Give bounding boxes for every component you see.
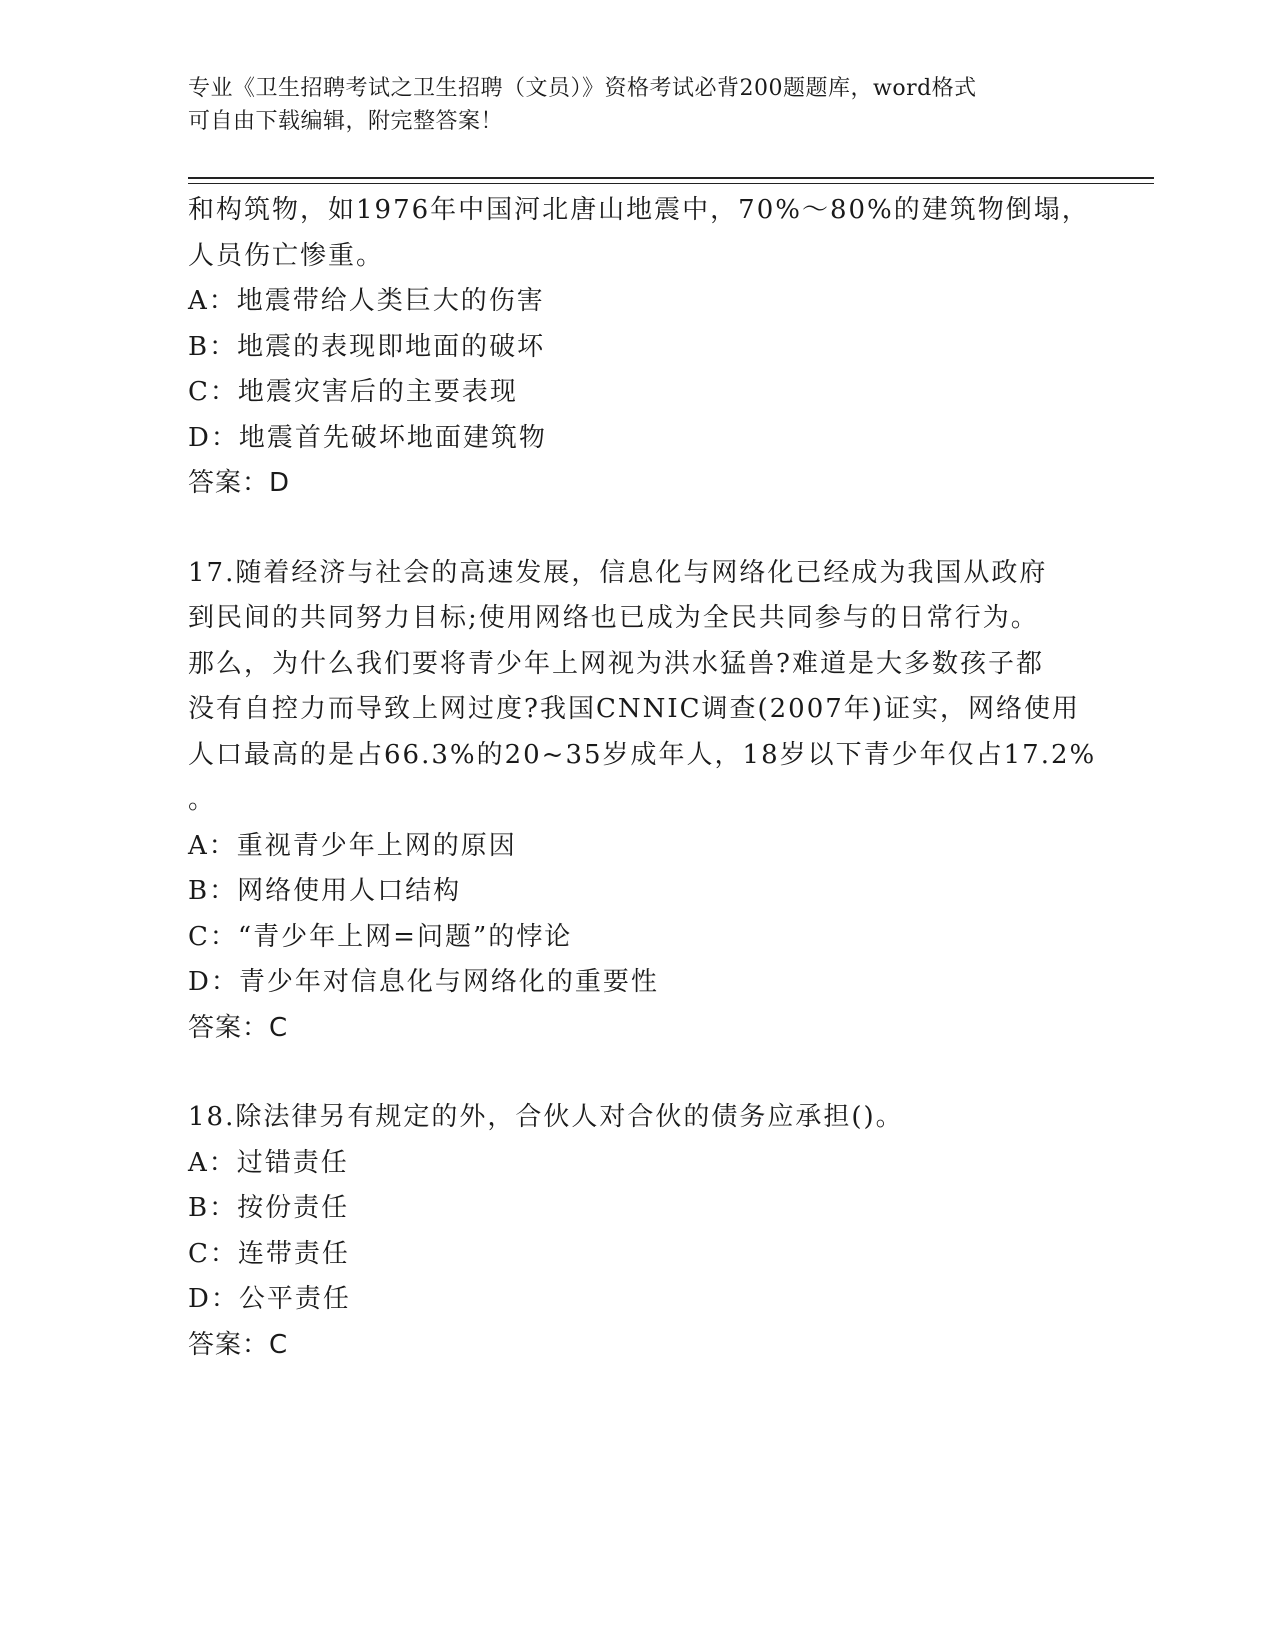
option-a: A：过错责任 [188,1147,349,1178]
option-d: D：地震首先破坏地面建筑物 [188,422,547,453]
option-d: D：公平责任 [188,1284,351,1314]
answer-line: 答案：C [188,1329,289,1360]
option-b: B：地震的表现即地面的破坏 [188,331,546,362]
header-line-1: 专业《卫生招聘考试之卫生招聘（文员）》资格考试必背200题题库，word格式 [188,76,977,101]
question-text-line: 到民间的共同努力目标;使用网络也已成为全民共同参与的日常行为。 [188,603,1039,633]
option-c: C：连带责任 [188,1238,350,1269]
question-text-line: 人员伤亡惨重。 [188,240,385,271]
option-d: D：青少年对信息化与网络化的重要性 [188,967,659,997]
spacer [188,1051,1148,1095]
question-text-line: 17.随着经济与社会的高速发展，信息化与网络化已经成为我国从政府 [188,557,1048,588]
spacer [188,507,1148,551]
question-text-line: 那么，为什么我们要将青少年上网视为洪水猛兽?难道是大多数孩子都 [188,648,1044,679]
question-text-line: 。 [188,785,217,815]
option-a: A：重视青少年上网的原因 [188,830,517,861]
header-line-2: 可自由下载编辑，附完整答案！ [188,109,504,134]
header-rule-thick [188,177,1154,179]
option-c: C：地震灾害后的主要表现 [188,377,518,407]
answer-line: 答案：D [188,468,291,498]
answer-line: 答案：C [188,1012,289,1043]
document-header [188,72,1108,138]
question-text-line: 和构筑物，如1976年中国河北唐山地震中，70%～80%的建筑物倒塌， [188,195,1090,225]
question-text-line: 人口最高的是占66.3%的20~35岁成年人，18岁以下青少年仅占17.2% [188,739,1097,770]
question-17 [188,551,1148,1052]
option-b: B：网络使用人口结构 [188,876,462,906]
question-16-continuation [188,188,1148,507]
option-b: B：按份责任 [188,1193,350,1223]
option-a: A：地震带给人类巨大的伤害 [188,286,545,316]
option-c: C：“青少年上网=问题”的悖论 [188,921,573,952]
question-text-line: 18.除法律另有规定的外，合伙人对合伙的债务应承担()。 [188,1102,904,1132]
question-18 [188,1095,1148,1368]
question-text-line: 没有自控力而导致上网过度?我国CNNIC调查(2007年)证实，网络使用 [188,694,1080,724]
document-body [188,188,1148,1368]
header-rule-thin [188,183,1154,184]
